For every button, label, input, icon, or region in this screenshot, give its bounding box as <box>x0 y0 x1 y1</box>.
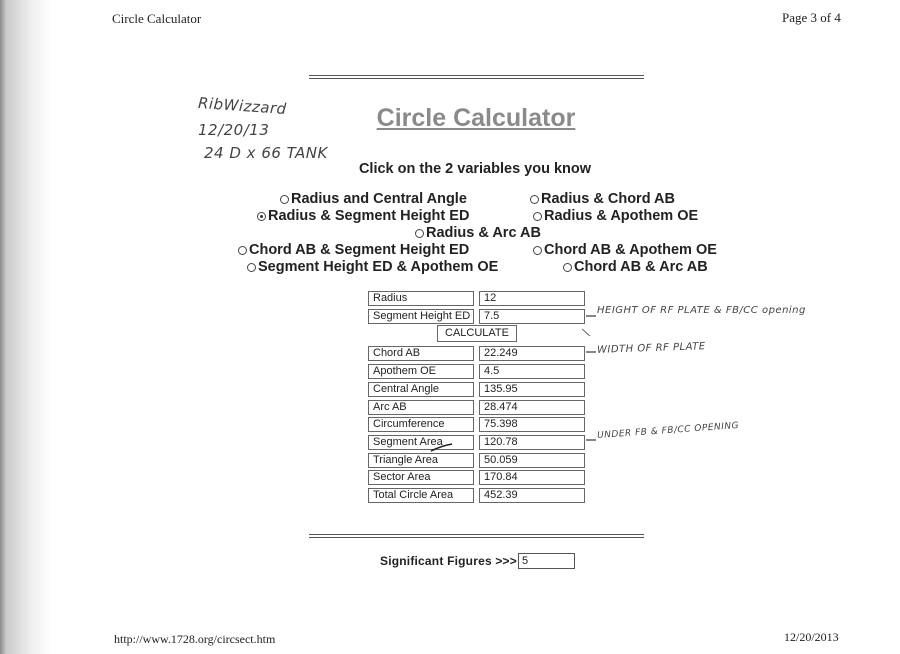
segment-area-value[interactable]: 120.78 <box>479 435 585 450</box>
sector-area-label: Sector Area <box>368 470 474 485</box>
handwritten-tank-size: 24 D x 66 TANK <box>204 144 328 162</box>
print-header-title: Circle Calculator <box>112 11 202 26</box>
option-label: Radius and Central Angle <box>291 191 467 207</box>
apothem-value[interactable]: 4.5 <box>479 364 585 379</box>
bottom-divider <box>309 534 644 538</box>
apothem-label: Apothem OE <box>368 364 474 379</box>
circumference-value[interactable]: 75.398 <box>479 417 585 432</box>
pen-underline <box>431 444 452 451</box>
significant-figures-label: Significant Figures >>> <box>380 554 517 568</box>
radius-label: Radius <box>368 291 474 306</box>
option-label: Segment Height ED & Apothem OE <box>258 259 499 275</box>
segment-area-label: Segment Area <box>368 435 474 450</box>
option-label: Chord AB & Segment Height ED <box>249 242 470 258</box>
option-label: Radius & Chord AB <box>541 191 675 207</box>
handwritten-name: RibWizzard <box>197 93 288 119</box>
print-header-page: Page 3 of 4 <box>782 10 841 25</box>
segment-height-label: Segment Height ED <box>368 309 474 324</box>
arc-label: Arc AB <box>368 400 474 415</box>
circumference-label: Circumference <box>368 417 474 432</box>
option-label: Radius & Arc AB <box>426 225 541 241</box>
annotation-height: HEIGHT OF RF PLATE & FB/CC opening <box>597 305 806 316</box>
page-title: Circle Calculator <box>376 104 576 132</box>
total-area-label: Total Circle Area <box>368 488 474 503</box>
sector-area-value[interactable]: 170.84 <box>479 470 585 485</box>
central-angle-value[interactable]: 135.95 <box>479 382 585 397</box>
pen-stroke <box>582 329 590 336</box>
footer-date: 12/20/2013 <box>784 630 839 644</box>
central-angle-label: Central Angle <box>368 382 474 397</box>
arc-value[interactable]: 28.474 <box>479 400 585 415</box>
annotation-under: UNDER FB & FB/CC OPENING <box>596 421 740 441</box>
significant-figures-input[interactable]: 5 <box>518 553 575 569</box>
total-area-value[interactable]: 452.39 <box>479 488 585 503</box>
option-label: Radius & Segment Height ED <box>268 208 470 224</box>
chord-value[interactable]: 22.249 <box>479 346 585 361</box>
triangle-area-label: Triangle Area <box>368 453 474 468</box>
option-label: Chord AB & Apothem OE <box>544 242 717 258</box>
option-label: Radius & Apothem OE <box>544 208 699 224</box>
footer-url: http://www.1728.org/circsect.htm <box>114 632 276 646</box>
triangle-area-value[interactable]: 50.059 <box>479 453 585 468</box>
annotation-width: WIDTH OF RF PLATE <box>596 341 706 356</box>
instructions: Click on the 2 variables you know <box>358 161 592 177</box>
chord-label: Chord AB <box>368 346 474 361</box>
segment-height-input[interactable]: 7.5 <box>479 309 585 324</box>
option-label: Chord AB & Arc AB <box>574 259 708 275</box>
calculate-button[interactable]: CALCULATE <box>437 325 517 342</box>
radius-input[interactable]: 12 <box>479 291 585 306</box>
handwritten-date: 12/20/13 <box>198 121 270 139</box>
